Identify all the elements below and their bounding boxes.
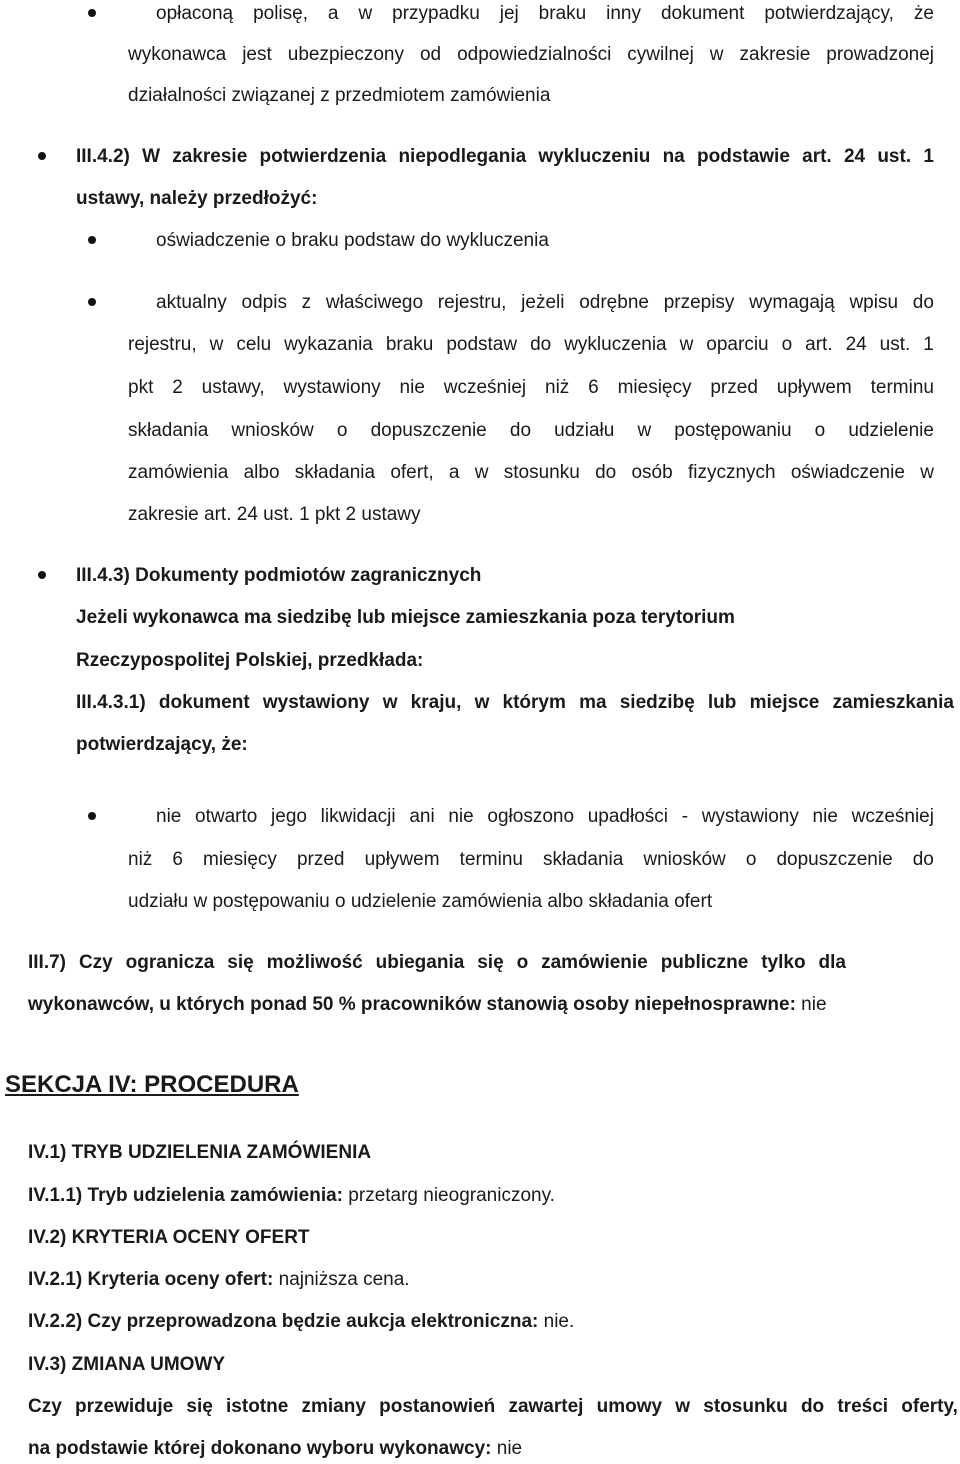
word: w	[637, 420, 652, 441]
section-heading: ustawy, należy przedłożyć:	[76, 188, 318, 209]
word: terminu	[459, 849, 523, 870]
word: terminu	[870, 377, 934, 398]
word: miesięcy	[617, 377, 692, 398]
word: że	[913, 3, 934, 24]
word: III.4.3.1)	[76, 692, 146, 713]
word: składania	[543, 849, 624, 870]
word: a	[327, 3, 339, 24]
word: zawartej	[508, 1396, 584, 1417]
paragraph-text: Jeżeli wykonawca ma siedzibę lub miejsce zamieszkania poza terytorium	[76, 607, 735, 628]
field-label: IV.2.2) Czy przeprowadzona będzie aukcja elektroniczna:	[28, 1311, 539, 1332]
list-item-text: oświadczenie o braku podstaw do wykluczenia	[156, 230, 549, 251]
bullet-icon	[88, 298, 96, 306]
word: wykluczeniu	[538, 146, 651, 167]
bullet-icon	[38, 571, 46, 579]
word: w	[358, 3, 373, 24]
word: do	[800, 1396, 825, 1417]
word: tylko	[761, 952, 806, 973]
word: a	[448, 462, 460, 483]
word: cywilnej	[627, 44, 694, 65]
word: przypadku	[392, 3, 480, 24]
word: braku	[538, 3, 587, 24]
word: wystawiony	[262, 692, 370, 713]
word: dopuszczenie	[776, 849, 893, 870]
word: odrębne	[579, 292, 649, 313]
field-value: nie.	[538, 1311, 575, 1332]
word: III.7)	[28, 952, 67, 973]
word: ustawy,	[201, 377, 265, 398]
word: Czy	[28, 1396, 62, 1417]
word: wniosków	[231, 420, 314, 441]
word: niepodlegania	[398, 146, 527, 167]
word: ani	[409, 806, 435, 827]
word: lub	[707, 692, 737, 713]
word: niż	[545, 377, 570, 398]
paragraph-text: Rzeczypospolitej Polskiej, przedkłada:	[76, 650, 424, 671]
word: pkt	[128, 377, 154, 398]
paragraph-text	[28, 1186, 555, 1205]
word: wykluczenia	[564, 334, 667, 355]
word: w	[382, 692, 398, 713]
word: treści	[837, 1396, 889, 1417]
word: którym	[502, 692, 566, 713]
word: o	[781, 334, 793, 355]
word: oparciu	[706, 334, 769, 355]
word: 6	[588, 377, 599, 398]
word: w	[675, 1396, 691, 1417]
question-label: wykonawców, u których ponad 50 % pracowników stanowią osoby niepełnosprawne:	[28, 994, 796, 1015]
word: się	[186, 1396, 213, 1417]
word: Czy	[78, 952, 113, 973]
bullet-icon	[88, 9, 96, 17]
list-item-text	[128, 850, 934, 869]
word: udziału	[554, 420, 615, 441]
word: dopuszczenie	[370, 420, 487, 441]
list-item-text	[128, 463, 934, 482]
word: dokument	[158, 692, 250, 713]
word: ust.	[877, 146, 912, 167]
word: przed	[710, 377, 758, 398]
word: upływem	[364, 849, 440, 870]
word: w	[709, 44, 724, 65]
word: postanowień	[379, 1396, 496, 1417]
answer-value: nie	[795, 994, 827, 1015]
word: zakresie	[172, 146, 248, 167]
word: wykonawca	[128, 44, 227, 65]
list-item-text	[156, 4, 934, 23]
word: przepisy	[663, 292, 735, 313]
word: o	[516, 952, 529, 973]
word: celu	[236, 334, 272, 355]
word: w	[474, 462, 489, 483]
word: potwierdzający,	[764, 3, 894, 24]
word: podstaw	[446, 334, 518, 355]
word: do	[530, 334, 552, 355]
list-item-text	[156, 293, 934, 312]
word: wniosków	[643, 849, 726, 870]
word: podstawie	[697, 146, 790, 167]
list-item-text: udziału w postępowaniu o udzielenie zamówienia albo składania ofert	[128, 891, 713, 912]
word: o	[336, 420, 348, 441]
word: stosunku	[703, 1396, 788, 1417]
bullet-icon	[88, 812, 96, 820]
word: nie	[812, 806, 838, 827]
word: zamieszkania	[832, 692, 954, 713]
word: w	[679, 334, 694, 355]
word: od	[419, 44, 442, 65]
word: nie	[399, 377, 425, 398]
word: art.	[805, 334, 833, 355]
list-item-text	[128, 421, 934, 440]
list-item-text	[128, 45, 934, 64]
word: przewiduje	[75, 1396, 174, 1417]
word: o	[814, 420, 826, 441]
paragraph-text	[28, 1312, 574, 1331]
word: jej	[499, 3, 519, 24]
word: 2	[172, 377, 183, 398]
word: aktualny	[156, 292, 227, 313]
word: ust.	[879, 334, 911, 355]
word: w	[209, 334, 224, 355]
word: wcześniej	[851, 806, 934, 827]
section-heading	[76, 147, 934, 166]
field-label: IV.2.1) Kryteria oceny ofert:	[28, 1269, 274, 1290]
word: dla	[818, 952, 846, 973]
word: możliwość	[266, 952, 363, 973]
word: ofert,	[390, 462, 434, 483]
word: upadłości	[587, 806, 668, 827]
subsection-heading	[76, 693, 954, 712]
word: nie	[448, 806, 474, 827]
list-item-text	[128, 335, 934, 354]
word: rejestru,	[128, 334, 197, 355]
word: oferty,	[901, 1396, 958, 1417]
word: jego	[271, 806, 307, 827]
word: zamówienia	[128, 462, 229, 483]
word: zmiany	[301, 1396, 366, 1417]
word: siedzibę	[619, 692, 695, 713]
word: odpis	[241, 292, 287, 313]
word: wykazania	[284, 334, 373, 355]
word: wystawiony	[701, 806, 799, 827]
word: stosunku	[503, 462, 580, 483]
list-item-text	[128, 378, 934, 397]
word: zamówienie	[541, 952, 648, 973]
word: właściwego	[325, 292, 424, 313]
word: III.4.2)	[76, 146, 130, 167]
word: prowadzonej	[826, 44, 934, 65]
word: art.	[802, 146, 832, 167]
word: istotne	[226, 1396, 289, 1417]
paragraph-text	[28, 1270, 410, 1289]
word: potwierdzenia	[259, 146, 387, 167]
word: W	[142, 146, 161, 167]
word: nie	[156, 806, 182, 827]
word: wystawiony	[283, 377, 381, 398]
word: o	[745, 849, 757, 870]
word: 6	[172, 849, 183, 870]
word: umowy	[596, 1396, 663, 1417]
list-item-text: działalności związanej z przedmiotem zamówienia	[128, 85, 551, 106]
word: przed	[296, 849, 345, 870]
word: niż	[128, 849, 153, 870]
section-heading: IV.2) KRYTERIA OCENY OFERT	[28, 1227, 310, 1248]
word: składania	[128, 420, 209, 441]
word: z	[301, 292, 312, 313]
section-heading: IV.3) ZMIANA UMOWY	[28, 1354, 226, 1375]
section-title: SEKCJA IV: PROCEDURA	[5, 1071, 299, 1098]
word: ma	[579, 692, 607, 713]
bullet-icon	[88, 236, 96, 244]
word: na	[662, 146, 685, 167]
word: w	[920, 462, 934, 483]
section-heading	[28, 953, 846, 972]
word: do	[509, 420, 532, 441]
word: albo	[243, 462, 280, 483]
word: polisę,	[253, 3, 308, 24]
word: opłaconą	[156, 3, 234, 24]
word: dokument	[660, 3, 745, 24]
section-heading: IV.1) TRYB UDZIELENIA ZAMÓWIENIA	[28, 1142, 372, 1163]
word: ubiegania	[375, 952, 465, 973]
word: inny	[606, 3, 641, 24]
word: ogranicza	[125, 952, 215, 973]
word: w	[474, 692, 490, 713]
word: się	[477, 952, 504, 973]
word: 1	[923, 146, 934, 167]
field-value: przetarg nieograniczony.	[343, 1185, 555, 1206]
word: wpisu	[849, 292, 899, 313]
word: otwarto	[195, 806, 258, 827]
word: 1	[923, 334, 934, 355]
word: likwidacji	[320, 806, 396, 827]
word: 24	[843, 146, 866, 167]
word: -	[681, 806, 689, 827]
word: osób	[631, 462, 673, 483]
word: 24	[845, 334, 867, 355]
field-label: IV.1.1) Tryb udzielenia zamówienia:	[28, 1185, 344, 1206]
section-heading: III.4.3) Dokumenty podmiotów zagranicznych	[76, 565, 482, 586]
list-item-text: zakresie art. 24 ust. 1 pkt 2 ustawy	[128, 504, 421, 525]
paragraph-text	[28, 1397, 958, 1416]
word: fizycznych	[687, 462, 776, 483]
word: się	[227, 952, 254, 973]
word: oświadczenie	[790, 462, 905, 483]
word: zakresie	[739, 44, 811, 65]
word: wcześniej	[443, 377, 527, 398]
word: postępowaniu	[674, 420, 792, 441]
word: jeżeli	[521, 292, 565, 313]
word: do	[912, 292, 934, 313]
answer-value: nie	[491, 1438, 523, 1459]
word: do	[912, 849, 934, 870]
word: do	[595, 462, 617, 483]
word: publiczne	[660, 952, 749, 973]
word: wymagają	[749, 292, 835, 313]
paragraph-text	[28, 1439, 522, 1458]
paragraph-text	[28, 995, 827, 1014]
subsection-heading: potwierdzający, że:	[76, 734, 248, 755]
list-item-text	[156, 807, 934, 826]
bullet-icon	[38, 152, 46, 160]
word: ogłoszono	[487, 806, 575, 827]
word: miejsce	[749, 692, 820, 713]
field-value: najniższa cena.	[273, 1269, 410, 1290]
word: miesięcy	[203, 849, 277, 870]
word: rejestru,	[437, 292, 507, 313]
word: braku	[385, 334, 434, 355]
word: upływem	[776, 377, 852, 398]
word: udzielenie	[848, 420, 934, 441]
word: ubezpieczony	[287, 44, 404, 65]
word: kraju,	[410, 692, 462, 713]
question-label: na podstawie której dokonano wyboru wykonawcy:	[28, 1438, 492, 1459]
word: jest	[242, 44, 272, 65]
word: odpowiedzialności	[457, 44, 612, 65]
word: składania	[294, 462, 376, 483]
